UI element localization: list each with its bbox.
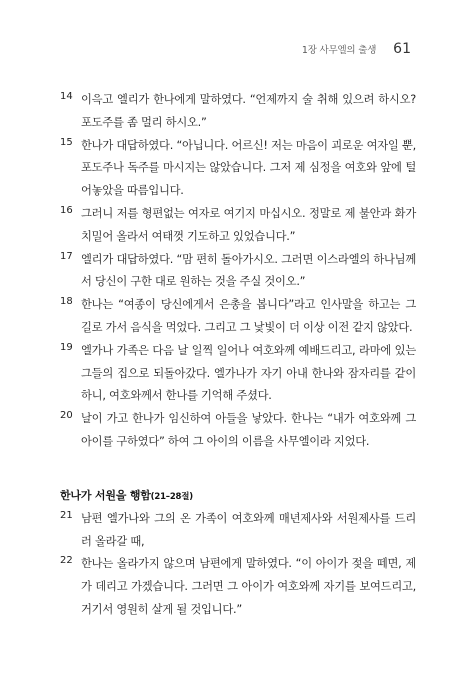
verse-number: 18 (60, 296, 73, 308)
section-heading (60, 487, 416, 503)
verse-text: 한나가 대답하였다. “아닙니다. 어르신! 저는 마음이 괴로운 여자일 뿐, 포도주나 독주를 마시지는 않았습니다. 그저 제 심정을 여호와 앞에 털어놓았을 따름입니다. (81, 138, 416, 198)
verse-list-1 (60, 89, 416, 454)
verse-number: 21 (60, 509, 73, 521)
verse-text: 한나는 올라가지 않으며 남편에게 말하였다. “이 아이가 젖을 떼면, 제가 데리고 가겠습니다. 그러면 그 아이가 여호와께 자기를 보여드리고, 거기서 영원히 살게 될 것입니다.” (81, 557, 416, 616)
verse (60, 135, 416, 203)
chapter-title: 1장 사무엘의 출생 (301, 45, 377, 56)
verse (60, 203, 416, 249)
verse-text: 엘리가 대답하였다. “맘 편히 돌아가시오. 그러면 이스라엘의 하나님께서 당신이 구한 대로 원하는 것을 주실 것이오.” (81, 252, 416, 289)
verse-number: 15 (60, 136, 73, 148)
verse-number: 20 (60, 410, 73, 422)
verse (60, 553, 416, 621)
section-title: 한나가 서원을 행함 (60, 488, 151, 502)
page-number: 61 (393, 41, 411, 57)
verse-text: 이윽고 엘리가 한나에게 말하였다. “언제까지 술 취해 있으려 하시오? 포도주를 좀 멀리 하시오.” (81, 93, 416, 129)
verse-number: 19 (60, 341, 73, 353)
verse (60, 249, 416, 295)
verse (60, 408, 416, 454)
verse (60, 508, 416, 554)
verse (60, 340, 416, 408)
verse (60, 294, 416, 340)
verse-number: 14 (60, 91, 73, 102)
verse (60, 89, 416, 135)
running-header (302, 41, 411, 57)
verse-number: 22 (60, 555, 73, 567)
verse-text: 남편 엘가나와 그의 온 가족이 여호와께 매년제사와 서원제사를 드리러 올라갈 때, (81, 511, 416, 548)
section-range: (21–28절) (150, 491, 193, 502)
verse-text: 날이 가고 한나가 임신하여 아들을 낳았다. 한나는 “내가 여호와께 그 아이를 구하였다” 하여 그 아이의 이름을 사무엘이라 지었다. (81, 412, 416, 448)
verse-number: 16 (60, 204, 73, 216)
verse-text: 그러니 저를 형편없는 여자로 여기지 마십시오. 정말로 제 불안과 화가 치밀어 올라서 여태껏 기도하고 있었습니다.” (81, 206, 416, 243)
text-body (60, 89, 416, 622)
verse-number: 17 (60, 250, 73, 262)
verse-list-2 (60, 508, 416, 622)
verse-text: 한나는 “여종이 당신에게서 은총을 봅니다”라고 인사말을 하고는 그 길로 가서 음식을 먹었다. 그리고 그 낯빛이 더 이상 이전 같지 않았다. (81, 298, 416, 334)
verse-text: 엘가나 가족은 다음 날 일찍 일어나 여호와께 예배드리고, 라마에 있는 그들의 집으로 되돌아갔다. 엘가나가 자기 아내 한나와 잠자리를 같이 하니, 여호와께서 한나를 기억해 주셨다. (81, 343, 416, 403)
